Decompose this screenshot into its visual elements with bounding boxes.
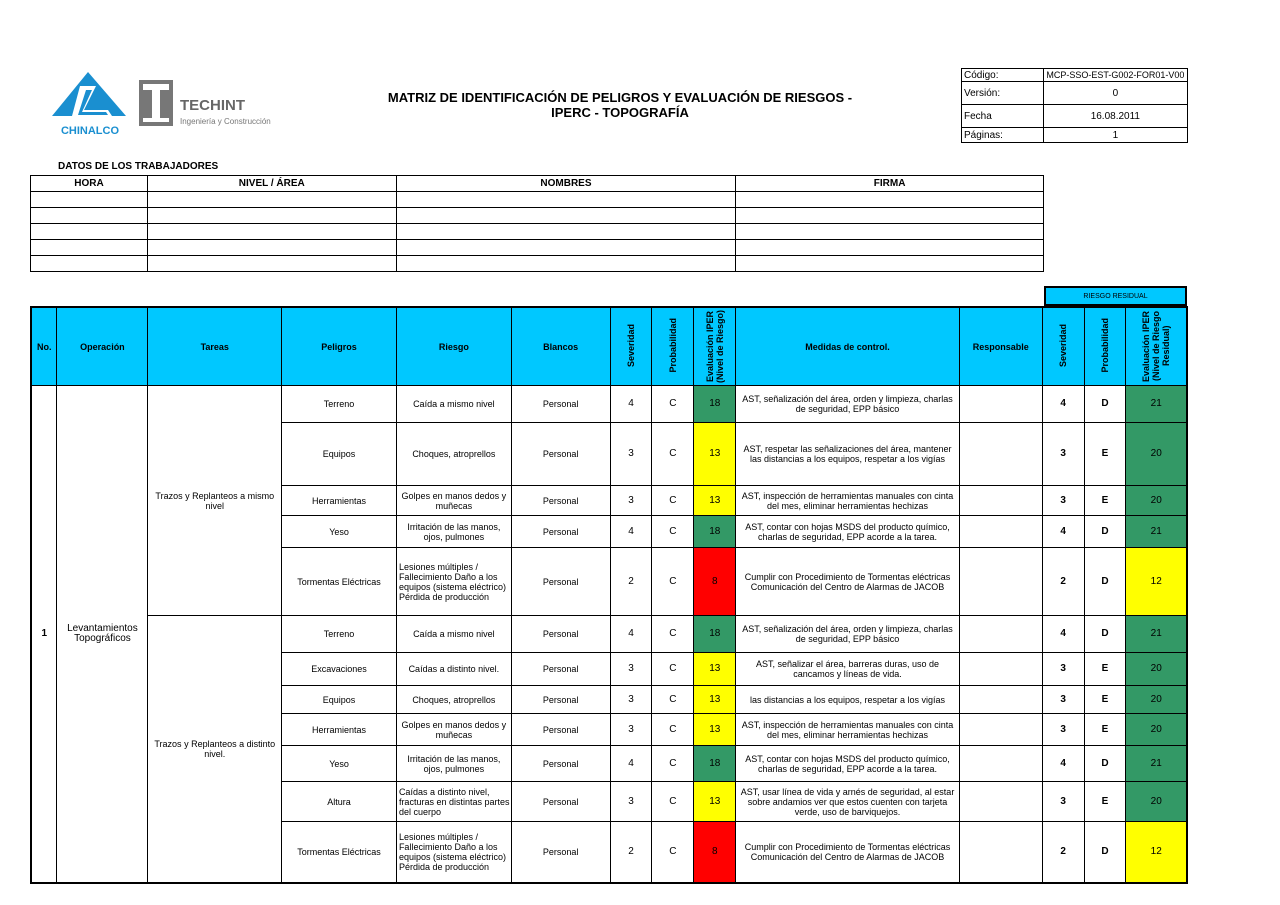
peligro-cell: Equipos xyxy=(282,686,397,714)
responsable-cell[interactable] xyxy=(959,516,1042,548)
riesgo-cell: Irritación de las manos, ojos, pulmones xyxy=(396,746,511,782)
severidad-cell: 3 xyxy=(610,686,652,714)
severidad-residual-cell: 3 xyxy=(1042,782,1084,822)
severidad-cell: 2 xyxy=(610,822,652,883)
evaluacion-residual-cell: 20 xyxy=(1126,486,1187,516)
severidad-cell: 3 xyxy=(610,714,652,746)
workers-row xyxy=(31,240,1044,256)
version-label: Versión: xyxy=(962,82,1044,105)
workers-cell[interactable] xyxy=(147,256,396,272)
blanco-cell: Personal xyxy=(511,746,610,782)
chinalco-logo xyxy=(50,72,130,138)
iperc-matrix xyxy=(30,306,1188,884)
blanco-cell: Personal xyxy=(511,616,610,653)
document-title-line2: IPERC - TOPOGRAFÍA xyxy=(551,105,689,120)
riesgo-cell: Caídas a distinto nivel. xyxy=(396,653,511,686)
medida-cell: AST, contar con hojas MSDS del producto químico, charlas de seguridad, EPP acorde a la tarea. xyxy=(736,746,960,782)
peligro-cell: Yeso xyxy=(282,746,397,782)
workers-cell[interactable] xyxy=(736,224,1044,240)
table-row xyxy=(31,616,1187,653)
peligro-cell: Yeso xyxy=(282,516,397,548)
workers-caption: DATOS DE LOS TRABAJADORES xyxy=(58,161,219,172)
header-riesgo: Riesgo xyxy=(396,307,511,386)
workers-cell[interactable] xyxy=(396,192,736,208)
medida-cell: AST, inspección de herramientas manuales con cinta del mes, eliminar herramientas hechizas xyxy=(736,486,960,516)
workers-col-nombres: NOMBRES xyxy=(396,176,736,192)
severidad-residual-cell: 3 xyxy=(1042,486,1084,516)
workers-row xyxy=(31,208,1044,224)
workers-cell[interactable] xyxy=(736,240,1044,256)
techint-logo-icon xyxy=(137,80,277,128)
riesgo-cell: Golpes en manos dedos y muñecas xyxy=(396,714,511,746)
header-evaluacion-residual-text: Evaluación IPER (Nivel de Riesgo Residual) xyxy=(1141,309,1172,382)
header-evaluacion-text: Evaluación IPER (Nivel de Riesgo) xyxy=(704,309,725,383)
probabilidad-residual-cell: E xyxy=(1084,653,1126,686)
version-value: 0 xyxy=(1043,82,1187,105)
evaluacion-cell: 8 xyxy=(694,822,736,883)
probabilidad-cell: C xyxy=(652,486,694,516)
medida-cell: AST, señalización del área, orden y limpieza, charlas de seguridad, EPP básico xyxy=(736,616,960,653)
probabilidad-residual-cell: E xyxy=(1084,686,1126,714)
evaluacion-residual-cell: 21 xyxy=(1126,386,1187,423)
severidad-residual-cell: 2 xyxy=(1042,548,1084,616)
document-title xyxy=(330,90,910,120)
medida-cell: las distancias a los equipos, respetar a los vigías xyxy=(736,686,960,714)
evaluacion-cell: 18 xyxy=(694,746,736,782)
fecha-value: 16.08.2011 xyxy=(1043,105,1187,128)
techint-logo-subtext: Ingeniería y Construcción xyxy=(180,117,271,126)
probabilidad-cell: C xyxy=(652,616,694,653)
chinalco-logo-text: CHINALCO xyxy=(60,125,120,137)
blanco-cell: Personal xyxy=(511,423,610,486)
probabilidad-cell: C xyxy=(652,714,694,746)
evaluacion-cell: 18 xyxy=(694,616,736,653)
workers-cell[interactable] xyxy=(31,192,148,208)
techint-logo-text: TECHINT xyxy=(180,97,245,114)
severidad-cell: 4 xyxy=(610,616,652,653)
evaluacion-residual-cell: 21 xyxy=(1126,746,1187,782)
probabilidad-cell: C xyxy=(652,822,694,883)
severidad-residual-cell: 3 xyxy=(1042,686,1084,714)
evaluacion-cell: 8 xyxy=(694,548,736,616)
workers-cell[interactable] xyxy=(147,240,396,256)
severidad-cell: 3 xyxy=(610,782,652,822)
header-probabilidad-residual-text: Probabilidad xyxy=(1100,318,1110,373)
evaluacion-residual-cell: 12 xyxy=(1126,548,1187,616)
probabilidad-cell: C xyxy=(652,516,694,548)
probabilidad-residual-cell: D xyxy=(1084,746,1126,782)
blanco-cell: Personal xyxy=(511,714,610,746)
severidad-cell: 4 xyxy=(610,386,652,423)
workers-cell[interactable] xyxy=(736,256,1044,272)
workers-col-firma: FIRMA xyxy=(736,176,1044,192)
severidad-cell: 2 xyxy=(610,548,652,616)
workers-cell[interactable] xyxy=(147,192,396,208)
responsable-cell[interactable] xyxy=(959,386,1042,423)
severidad-cell: 3 xyxy=(610,486,652,516)
blanco-cell: Personal xyxy=(511,686,610,714)
evaluacion-residual-cell: 21 xyxy=(1126,516,1187,548)
header-medidas: Medidas de control. xyxy=(736,307,960,386)
blanco-cell: Personal xyxy=(511,653,610,686)
workers-cell[interactable] xyxy=(31,256,148,272)
responsable-cell[interactable] xyxy=(959,714,1042,746)
codigo-value: MCP-SSO-EST-G002-FOR01-V00 xyxy=(1043,69,1187,82)
probabilidad-residual-cell: D xyxy=(1084,516,1126,548)
workers-col-nivel: NIVEL / ÁREA xyxy=(147,176,396,192)
probabilidad-cell: C xyxy=(652,782,694,822)
evaluacion-residual-cell: 20 xyxy=(1126,714,1187,746)
responsable-cell[interactable] xyxy=(959,423,1042,486)
responsable-cell[interactable] xyxy=(959,822,1042,883)
workers-cell[interactable] xyxy=(396,208,736,224)
tarea-cell: Trazos y Replanteos a distinto nivel. xyxy=(148,616,282,883)
blanco-cell: Personal xyxy=(511,516,610,548)
medida-cell: Cumplir con Procedimiento de Tormentas eléctricas Comunicación del Centro de Alarmas de JACOB xyxy=(736,822,960,883)
probabilidad-residual-cell: D xyxy=(1084,386,1126,423)
paginas-label: Páginas: xyxy=(962,128,1044,143)
probabilidad-cell: C xyxy=(652,386,694,423)
blanco-cell: Personal xyxy=(511,822,610,883)
header-responsable: Responsable xyxy=(959,307,1042,386)
severidad-residual-cell: 4 xyxy=(1042,386,1084,423)
residual-risk-label: RIESGO RESIDUAL xyxy=(1044,286,1187,306)
evaluacion-cell: 13 xyxy=(694,486,736,516)
severidad-cell: 3 xyxy=(610,653,652,686)
header-blancos: Blancos xyxy=(511,307,610,386)
evaluacion-residual-cell: 20 xyxy=(1126,782,1187,822)
riesgo-cell: Choques, atroprellos xyxy=(396,686,511,714)
evaluacion-residual-cell: 20 xyxy=(1126,686,1187,714)
severidad-residual-cell: 3 xyxy=(1042,653,1084,686)
tarea-cell: Trazos y Replanteos a mismo nivel xyxy=(148,386,282,616)
peligro-cell: Excavaciones xyxy=(282,653,397,686)
evaluacion-cell: 13 xyxy=(694,714,736,746)
evaluacion-residual-cell: 20 xyxy=(1126,653,1187,686)
evaluacion-residual-cell: 12 xyxy=(1126,822,1187,883)
workers-cell[interactable] xyxy=(147,224,396,240)
probabilidad-residual-cell: D xyxy=(1084,616,1126,653)
riesgo-cell: Irritación de las manos, ojos, pulmones xyxy=(396,516,511,548)
responsable-cell[interactable] xyxy=(959,782,1042,822)
workers-cell[interactable] xyxy=(736,192,1044,208)
table-row xyxy=(31,386,1187,423)
header-tareas: Tareas xyxy=(148,307,282,386)
peligro-cell: Terreno xyxy=(282,616,397,653)
riesgo-cell: Lesiones múltiples / Fallecimiento Daño a los equipos (sistema eléctrico) Pérdida de producción xyxy=(396,822,511,883)
codigo-label: Código: xyxy=(962,69,1044,82)
probabilidad-cell: C xyxy=(652,423,694,486)
header-peligros: Peligros xyxy=(282,307,397,386)
severidad-residual-cell: 2 xyxy=(1042,822,1084,883)
header-severidad xyxy=(610,307,652,386)
medida-cell: AST, inspección de herramientas manuales con cinta del mes, eliminar herramientas hechizas xyxy=(736,714,960,746)
probabilidad-residual-cell: E xyxy=(1084,714,1126,746)
header-probabilidad-text: Probabilidad xyxy=(667,318,678,373)
probabilidad-cell: C xyxy=(652,746,694,782)
evaluacion-cell: 13 xyxy=(694,782,736,822)
riesgo-cell: Caída a mismo nivel xyxy=(396,616,511,653)
medida-cell: AST, respetar las señalizaciones del área, mantener las distancias a los equipos, respetar a los vigías xyxy=(736,423,960,486)
workers-row xyxy=(31,256,1044,272)
row-number-cell: 1 xyxy=(31,386,57,883)
medida-cell: AST, usar línea de vida y arnés de seguridad, al estar sobre andamios ver que estos cuenten con tarjeta verde, uso de barviquejos. xyxy=(736,782,960,822)
riesgo-cell: Golpes en manos dedos y muñecas xyxy=(396,486,511,516)
workers-col-hora: HORA xyxy=(31,176,148,192)
evaluacion-cell: 13 xyxy=(694,653,736,686)
evaluacion-cell: 18 xyxy=(694,386,736,423)
blanco-cell: Personal xyxy=(511,548,610,616)
riesgo-cell: Lesiones múltiples / Fallecimiento Daño a los equipos (sistema eléctrico) Pérdida de producción xyxy=(396,548,511,616)
severidad-cell: 4 xyxy=(610,746,652,782)
evaluacion-residual-cell: 21 xyxy=(1126,616,1187,653)
workers-cell[interactable] xyxy=(396,224,736,240)
document-info-table xyxy=(961,68,1188,143)
responsable-cell[interactable] xyxy=(959,548,1042,616)
workers-row xyxy=(31,192,1044,208)
workers-cell[interactable] xyxy=(147,208,396,224)
evaluacion-cell: 18 xyxy=(694,516,736,548)
probabilidad-cell: C xyxy=(652,653,694,686)
operacion-cell: Levantamientos Topográficos xyxy=(57,386,148,883)
header-no: No. xyxy=(31,307,57,386)
header-probabilidad-residual xyxy=(1084,307,1126,386)
workers-cell[interactable] xyxy=(396,240,736,256)
riesgo-cell: Choques, atroprellos xyxy=(396,423,511,486)
probabilidad-cell: C xyxy=(652,686,694,714)
header-severidad-residual xyxy=(1042,307,1084,386)
responsable-cell[interactable] xyxy=(959,686,1042,714)
blanco-cell: Personal xyxy=(511,486,610,516)
paginas-value: 1 xyxy=(1043,128,1187,143)
header-operacion: Operación xyxy=(57,307,148,386)
peligro-cell: Herramientas xyxy=(282,714,397,746)
document-title-line1: MATRIZ DE IDENTIFICACIÓN DE PELIGROS Y EVALUACIÓN DE RIESGOS - xyxy=(387,90,853,105)
probabilidad-residual-cell: E xyxy=(1084,486,1126,516)
workers-cell[interactable] xyxy=(396,256,736,272)
peligro-cell: Altura xyxy=(282,782,397,822)
probabilidad-residual-cell: D xyxy=(1084,548,1126,616)
workers-cell[interactable] xyxy=(31,208,148,224)
peligro-cell: Equipos xyxy=(282,423,397,486)
workers-table xyxy=(30,175,1044,272)
responsable-cell[interactable] xyxy=(959,746,1042,782)
severidad-residual-cell: 4 xyxy=(1042,616,1084,653)
evaluacion-cell: 13 xyxy=(694,686,736,714)
medida-cell: AST, señalización del área, orden y limpieza, charlas de seguridad, EPP básico xyxy=(736,386,960,423)
severidad-cell: 4 xyxy=(610,516,652,548)
responsable-cell[interactable] xyxy=(959,653,1042,686)
riesgo-cell: Caídas a distinto nivel, fracturas en distintas partes del cuerpo xyxy=(396,782,511,822)
blanco-cell: Personal xyxy=(511,782,610,822)
header-severidad-residual-text: Severidad xyxy=(1058,323,1069,368)
severidad-residual-cell: 3 xyxy=(1042,714,1084,746)
probabilidad-residual-cell: D xyxy=(1084,822,1126,883)
header-probabilidad xyxy=(652,307,694,386)
techint-logo xyxy=(137,80,277,128)
evaluacion-cell: 13 xyxy=(694,423,736,486)
fecha-label: Fecha xyxy=(962,105,1044,128)
workers-cell[interactable] xyxy=(31,240,148,256)
peligro-cell: Herramientas xyxy=(282,486,397,516)
severidad-cell: 3 xyxy=(610,423,652,486)
medida-cell: AST, señalizar el área, barreras duras, uso de cancamos y líneas de vida. xyxy=(736,653,960,686)
chinalco-logo-icon xyxy=(50,72,130,138)
probabilidad-residual-cell: E xyxy=(1084,423,1126,486)
responsable-cell[interactable] xyxy=(959,486,1042,516)
peligro-cell: Tormentas Eléctricas xyxy=(282,822,397,883)
medida-cell: AST, contar con hojas MSDS del producto químico, charlas de seguridad, EPP acorde a la tarea. xyxy=(736,516,960,548)
blanco-cell: Personal xyxy=(511,386,610,423)
evaluacion-residual-cell: 20 xyxy=(1126,423,1187,486)
header-severidad-text: Severidad xyxy=(625,323,636,368)
severidad-residual-cell: 4 xyxy=(1042,516,1084,548)
riesgo-cell: Caída a mismo nivel xyxy=(396,386,511,423)
workers-row xyxy=(31,224,1044,240)
severidad-residual-cell: 3 xyxy=(1042,423,1084,486)
probabilidad-cell: C xyxy=(652,548,694,616)
peligro-cell: Tormentas Eléctricas xyxy=(282,548,397,616)
header-evaluacion xyxy=(694,307,736,386)
workers-cell[interactable] xyxy=(31,224,148,240)
peligro-cell: Terreno xyxy=(282,386,397,423)
matrix-body xyxy=(31,386,1187,883)
workers-cell[interactable] xyxy=(736,208,1044,224)
probabilidad-residual-cell: E xyxy=(1084,782,1126,822)
severidad-residual-cell: 4 xyxy=(1042,746,1084,782)
responsable-cell[interactable] xyxy=(959,616,1042,653)
header-evaluacion-residual xyxy=(1126,307,1187,386)
medida-cell: Cumplir con Procedimiento de Tormentas eléctricas Comunicación del Centro de Alarmas de JACOB xyxy=(736,548,960,616)
